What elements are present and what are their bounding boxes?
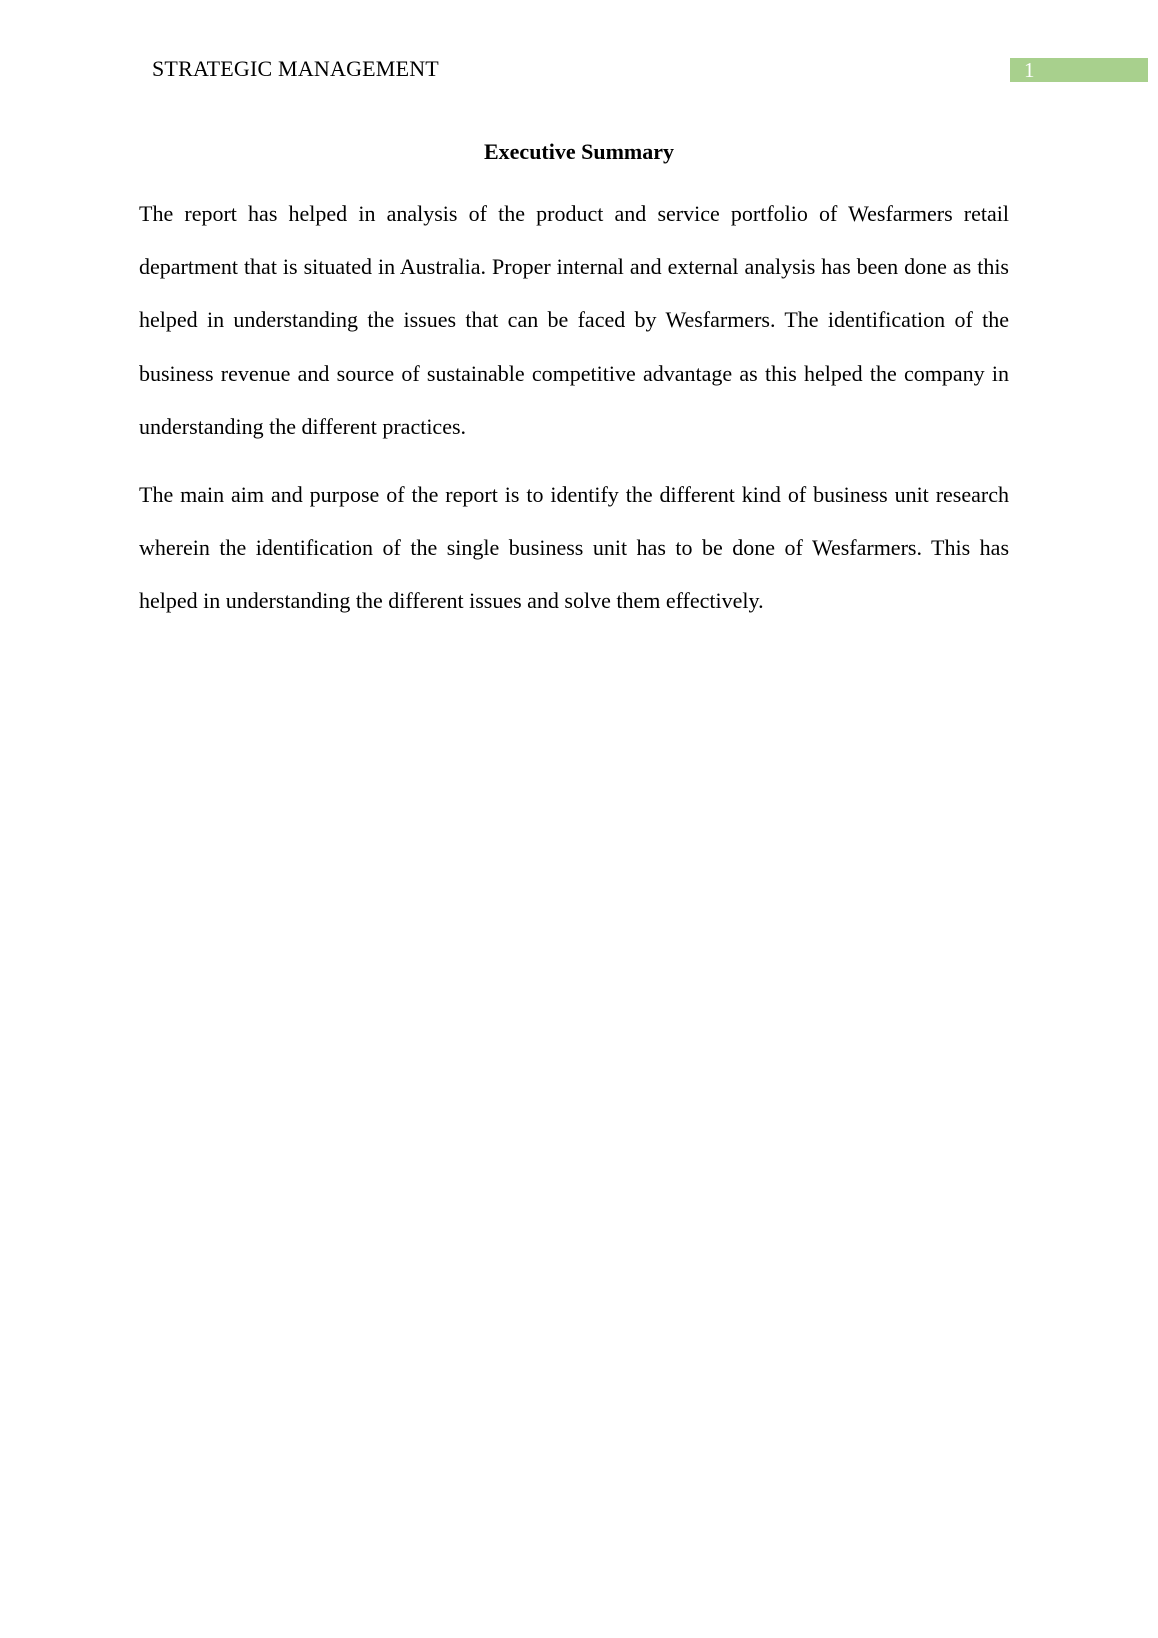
section-title: Executive Summary (483, 139, 675, 164)
document-body (139, 134, 1009, 628)
page-number-box (1010, 58, 1148, 82)
body-paragraph: The main aim and purpose of the report is to identify the different kind of business unit research wherein the identification of the single business unit has to be done of Wesfarmers. This has helped in understanding the different issues and solve them effectively. (139, 482, 1009, 614)
page-number: 1 (1024, 58, 1035, 82)
running-head: STRATEGIC MANAGEMENT (152, 56, 439, 81)
body-paragraph: The report has helped in analysis of the product and service portfolio of Wesfarmers retail department that is situated in Australia. Proper internal and external analysis has been done as this helped in understanding the issues that can be faced by Wesfarmers. The identification of the business revenue and source of sustainable competitive advantage as this helped the company in understanding the different practices. (139, 201, 1009, 439)
page-header (0, 0, 1158, 100)
